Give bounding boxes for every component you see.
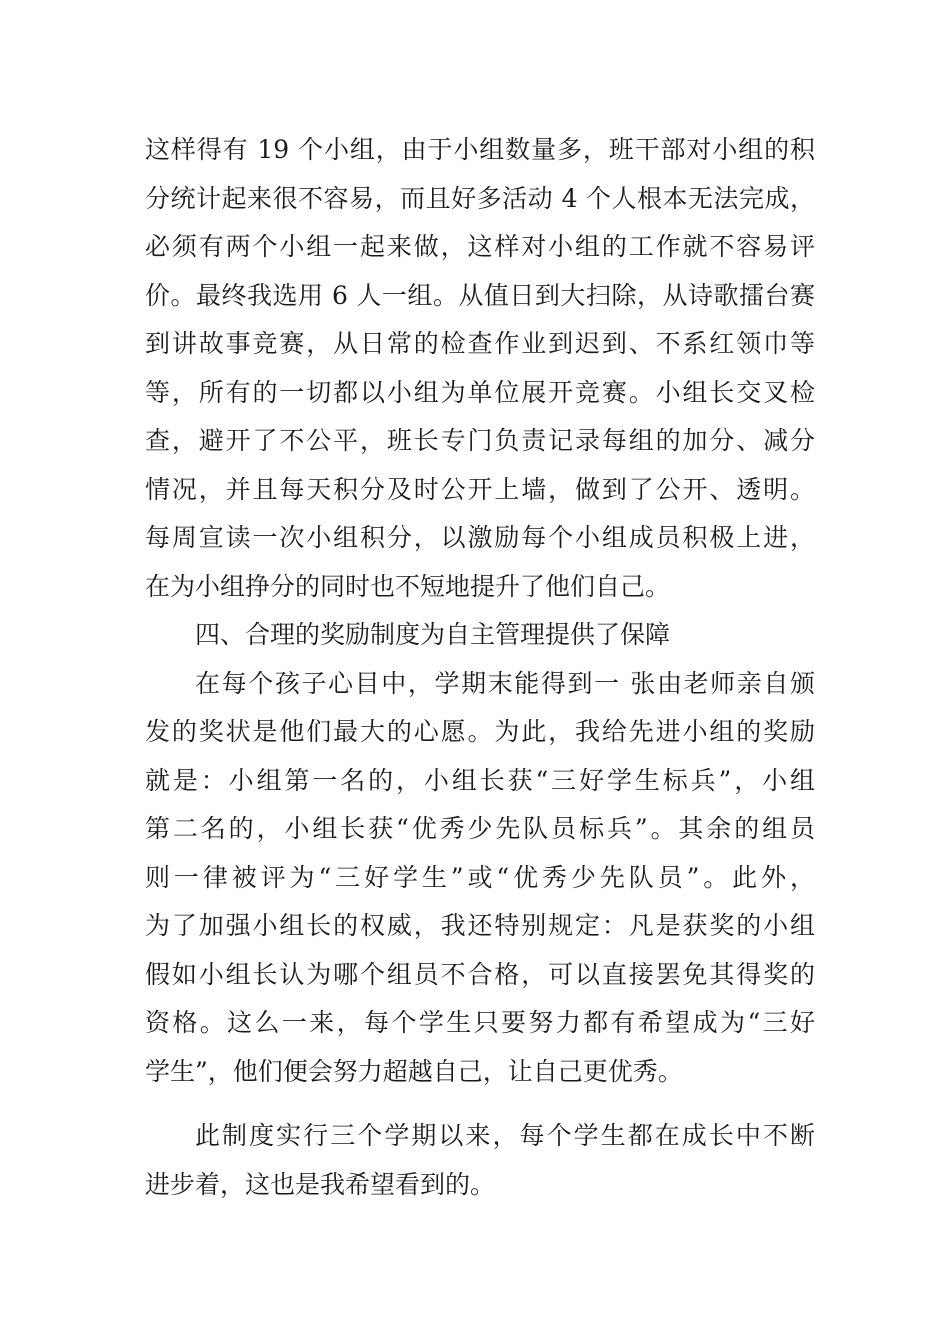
text-line: 为了加强小组长的权威，我还特别规定：凡是获奖的小组 <box>145 911 815 940</box>
text-line: 查，避开了不公平，班长专门负责记录每组的加分、减分 <box>145 426 815 455</box>
text-line: 进步着，这也是我希望看到的。 <box>145 1169 496 1199</box>
text-line: 假如小组长认为哪个组员不合格，可以直接罢免其得奖的 <box>145 959 815 989</box>
section-heading: 四、合理的奖励制度为自主管理提供了保障 <box>195 620 671 649</box>
text-line: 每周宣读一次小组积分，以激励每个小组成员积极上进， <box>145 523 815 552</box>
text-line: 等，所有的一切都以小组为单位展开竞赛。小组长交叉检 <box>145 377 815 407</box>
text-line: 第二名的，小组长获“优秀少先队员标兵”。其余的组员 <box>145 814 815 843</box>
text-line: 必须有两个小组一起来做，这样对小组的工作就不容易评 <box>145 232 815 261</box>
body-text <box>145 126 815 1209</box>
text-line: 就是：小组第一名的，小组长获“三好学生标兵”，小组 <box>145 765 815 795</box>
text-line: 到讲故事竞赛，从日常的检查作业到迟到、不系红领巾等 <box>145 329 815 358</box>
text-line: 分统计起来很不容易，而且好多活动 4 个人根本无法完成， <box>145 183 815 213</box>
text-line: 资格。这么一来，每个学生只要努力都有希望成为“三好 <box>145 1008 815 1037</box>
text-line: 情况，并且每天积分及时公开上墙，做到了公开、透明。 <box>145 474 815 504</box>
text-line: 价。最终我选用 6 人一组。从值日到大扫除，从诗歌擂台赛 <box>145 280 815 310</box>
text-line: 在为小组挣分的同时也不短地提升了他们自己。 <box>145 571 671 601</box>
text-line: 发的奖状是他们最大的心愿。为此，我给先进小组的奖励 <box>145 717 815 746</box>
text-line: 此制度实行三个学期以来，每个学生都在成长中不断 <box>195 1121 815 1150</box>
text-line: 则一律被评为“三好学生”或“优秀少先队员”。此外， <box>145 862 815 892</box>
text-line: 这样得有 19 个小组，由于小组数量多，班干部对小组的积 <box>145 135 815 164</box>
text-line: 学生”，他们便会努力超越自己，让自己更优秀。 <box>145 1056 683 1086</box>
text-line: 在每个孩子心目中，学期末能得到一 张由老师亲自颁 <box>195 668 815 698</box>
